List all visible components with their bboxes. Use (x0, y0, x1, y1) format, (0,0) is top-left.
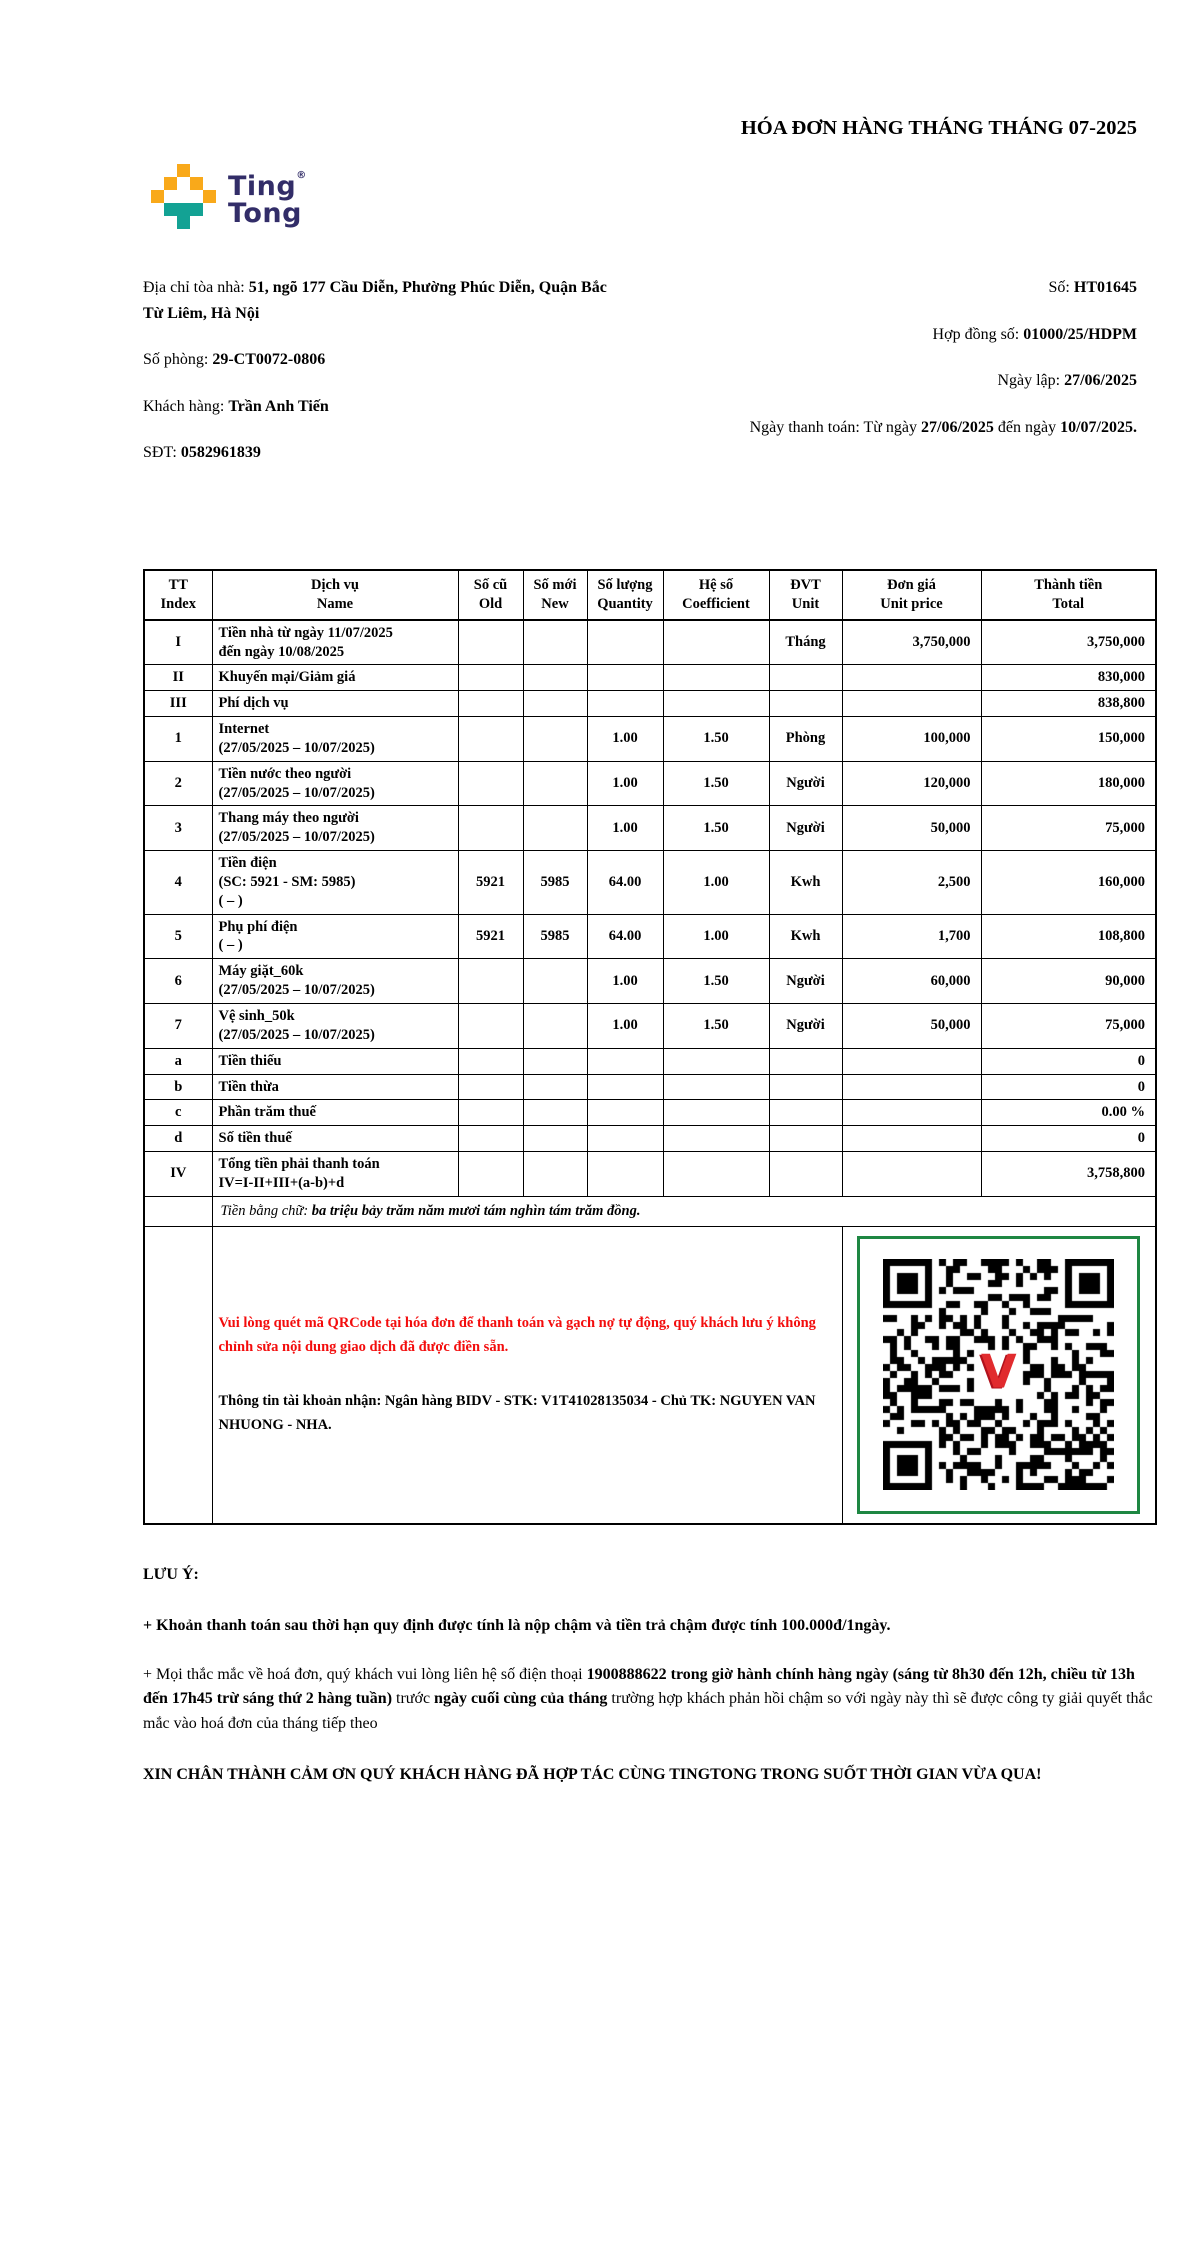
cell-unit-price: 100,000 (842, 717, 981, 762)
text-segment: + Mọi thắc mắc về hoá đơn, quý khách vui lòng liên hệ số điện thoại (143, 1665, 587, 1683)
info-line (707, 275, 1137, 301)
text-segment: Trần Anh Tiến (228, 397, 329, 415)
cell-unit: Người (769, 761, 842, 806)
name-line: Internet (218, 721, 270, 738)
column-header (458, 570, 523, 620)
text-segment: 27/06/2025 (1064, 372, 1137, 390)
cell-new (523, 959, 587, 1004)
cell-index: I (144, 620, 212, 665)
cell-coefficient (663, 1152, 769, 1197)
cell-new (523, 1100, 587, 1126)
cell-total: 0.00 % (981, 1100, 1156, 1126)
cell-name (212, 806, 458, 851)
cell-name (212, 665, 458, 691)
name-line: Khuyến mại/Giảm giá (218, 669, 356, 686)
cell-coefficient (663, 1074, 769, 1100)
cell-unit: Tháng (769, 620, 842, 665)
late-payment-note: + Khoản thanh toán sau thời hạn quy định được tính là nộp chậm và tiền trả chậm được tính 100.000đ/1ngày. (143, 1616, 891, 1634)
text-segment: Số: (1048, 279, 1074, 296)
text-segment: 1900888622 trong giờ hành chính hàng ngày (sáng từ 8h30 đến 12h, chiều từ 13h đến 17h45 trừ sáng thứ 2 hàng tuần) (143, 1665, 1135, 1708)
text-segment: Ngày lập: (997, 372, 1065, 390)
text-segment: 29-CT0072-0806 (212, 351, 326, 369)
table-row (144, 665, 1156, 691)
table-row (144, 1074, 1156, 1100)
column-header-line: ĐVT (790, 576, 821, 593)
info-line (707, 415, 1137, 441)
cell-unit-price: 2,500 (842, 851, 981, 915)
text-segment: SĐT: (143, 444, 181, 462)
cell-quantity: 64.00 (587, 851, 663, 915)
cell-name (212, 761, 458, 806)
cell-old (458, 959, 523, 1004)
cell-name (212, 1100, 458, 1126)
cell-total: 150,000 (981, 717, 1156, 762)
cell-name (212, 914, 458, 959)
cell-coefficient (663, 1100, 769, 1126)
cell-index: b (144, 1074, 212, 1100)
cell-quantity (587, 1152, 663, 1197)
name-line: Phụ phí điện (218, 918, 298, 935)
cell-new (523, 1048, 587, 1074)
cell-coefficient (663, 665, 769, 691)
cell-unit-price (842, 691, 981, 717)
column-header-line: Số mới (533, 576, 577, 593)
cell-quantity: 1.00 (587, 806, 663, 851)
cell-coefficient (663, 1048, 769, 1074)
cell-unit-price: 1,700 (842, 914, 981, 959)
cell-total: 0 (981, 1048, 1156, 1074)
cell-unit-price: 3,750,000 (842, 620, 981, 665)
cell-unit (769, 1126, 842, 1152)
cell-index: 7 (144, 1004, 212, 1049)
text-segment: - Chủ TK: (648, 1392, 720, 1409)
name-line: Tiền thừa (218, 1078, 279, 1095)
cell-old (458, 665, 523, 691)
cell-unit (769, 1152, 842, 1197)
text-segment: Tiền bằng chữ: (220, 1202, 312, 1219)
cell-unit-price (842, 1152, 981, 1197)
cell-unit: Kwh (769, 914, 842, 959)
payment-instructions (212, 1226, 842, 1524)
name-line: Tiền thiếu (218, 1052, 282, 1069)
column-header-line: Coefficient (682, 595, 750, 612)
cell-name (212, 1074, 458, 1100)
table-row (144, 806, 1156, 851)
text-segment: V1T41028135034 (541, 1392, 649, 1409)
cell-quantity: 1.00 (587, 761, 663, 806)
name-line: Máy giặt_60k (218, 963, 304, 980)
qr-code (857, 1236, 1140, 1514)
footer-notes (143, 1563, 1155, 1787)
cell-unit-price: 50,000 (842, 806, 981, 851)
cell-index: c (144, 1100, 212, 1126)
name-line: (SC: 5921 - SM: 5985) (218, 873, 356, 890)
tingtong-logo (151, 164, 307, 229)
cell-quantity (587, 1126, 663, 1152)
cell-index: a (144, 1048, 212, 1074)
name-line: (27/05/2025 – 10/07/2025) (218, 739, 375, 756)
cell-new (523, 691, 587, 717)
text-segment: 10/07/2025. (1060, 418, 1137, 436)
column-header-line: Số lượng (597, 576, 653, 593)
tingtong-wordmark (228, 170, 307, 229)
cell-total: 75,000 (981, 806, 1156, 851)
cell-quantity (587, 1074, 663, 1100)
text-segment: 27/06/2025 (921, 418, 994, 436)
registered-mark: ® (296, 170, 307, 181)
cell-old (458, 1100, 523, 1126)
cell-coefficient: 1.50 (663, 959, 769, 1004)
column-header-line: Total (1052, 595, 1085, 612)
cell-unit-price: 50,000 (842, 1004, 981, 1049)
cell-old (458, 806, 523, 851)
bank-account-line (219, 1390, 836, 1438)
column-header (523, 570, 587, 620)
cell-new (523, 620, 587, 665)
column-header-line: New (541, 595, 569, 612)
cell-quantity: 1.00 (587, 959, 663, 1004)
info-line (707, 322, 1137, 348)
cell-index: II (144, 665, 212, 691)
cell-old (458, 1048, 523, 1074)
name-line: (27/05/2025 – 10/07/2025) (218, 1026, 375, 1043)
cell-quantity (587, 665, 663, 691)
cell-total: 830,000 (981, 665, 1156, 691)
invoice-title: HÓA ĐƠN HÀNG THÁNG THÁNG 07-2025 (740, 117, 1137, 139)
cell-total: 838,800 (981, 691, 1156, 717)
cell-total: 0 (981, 1074, 1156, 1100)
cell-coefficient: 1.50 (663, 1004, 769, 1049)
cell-coefficient: 1.50 (663, 717, 769, 762)
table-row (144, 620, 1156, 665)
cell-unit: Người (769, 806, 842, 851)
cell-old (458, 717, 523, 762)
qr-warning-note: Vui lòng quét mã QRCode tại hóa đơn để thanh toán và gạch nợ tự động, quý khách lưu ý không chỉnh sửa nội dung giao dịch đã được điền sẵn. (218, 1315, 816, 1355)
info-line (143, 347, 621, 373)
text-segment: ba triệu bảy trăm năm mươi tám nghìn tám trăm đồng. (311, 1202, 641, 1219)
name-line: đến ngày 10/08/2025 (218, 643, 345, 660)
amount-in-words-row (144, 1196, 1156, 1226)
cell-index: d (144, 1126, 212, 1152)
table-row (144, 914, 1156, 959)
name-line: Phí dịch vụ (218, 695, 289, 712)
column-header (587, 570, 663, 620)
text-segment: Số phòng: (143, 351, 213, 369)
info-line (143, 394, 621, 420)
cell-coefficient: 1.50 (663, 761, 769, 806)
cell-quantity: 1.00 (587, 1004, 663, 1049)
name-line: Tiền nhà từ ngày 11/07/2025 (218, 624, 393, 641)
cell-total: 3,758,800 (981, 1152, 1156, 1197)
cell-unit: Người (769, 1004, 842, 1049)
table-header-row (144, 570, 1156, 620)
name-line: Tiền điện (218, 855, 277, 872)
cell-new (523, 1074, 587, 1100)
column-header-line: Quantity (597, 595, 653, 612)
cell-index: 3 (144, 806, 212, 851)
column-header-line: Index (160, 595, 196, 612)
empty-cell (144, 1226, 212, 1524)
cell-old: 5921 (458, 914, 523, 959)
cell-old: 5921 (458, 851, 523, 915)
text-segment: 01000/25/HDPM (1023, 325, 1137, 343)
cell-quantity (587, 691, 663, 717)
text-segment: đến ngày (993, 418, 1061, 436)
cell-total: 180,000 (981, 761, 1156, 806)
header (143, 112, 1155, 229)
cell-unit-price (842, 1100, 981, 1126)
column-header-line: Name (316, 595, 354, 612)
table-row (144, 691, 1156, 717)
name-line: Phần trăm thuế (218, 1104, 316, 1121)
cell-new (523, 806, 587, 851)
table-row (144, 1152, 1156, 1197)
name-line: Thang máy theo người (218, 810, 359, 827)
cell-coefficient: 1.50 (663, 806, 769, 851)
text-segment: Khách hàng: (143, 397, 229, 415)
cell-new (523, 665, 587, 691)
column-header (769, 570, 842, 620)
cell-new (523, 1004, 587, 1049)
cell-coefficient (663, 1126, 769, 1152)
cell-old (458, 1074, 523, 1100)
cell-quantity (587, 1100, 663, 1126)
name-line: Tiền nước theo người (218, 765, 352, 782)
table-row (144, 1100, 1156, 1126)
cell-name (212, 1004, 458, 1049)
text-segment: HT01645 (1073, 279, 1137, 296)
table-row (144, 761, 1156, 806)
qr-center-v-logo: V (980, 1344, 1017, 1399)
cell-unit-price (842, 1074, 981, 1100)
info-section (143, 275, 1155, 487)
name-line: Vệ sinh_50k (218, 1008, 295, 1024)
amount-in-words (212, 1196, 1156, 1226)
column-header-line: Dịch vụ (311, 576, 359, 593)
cell-new (523, 717, 587, 762)
cell-old (458, 761, 523, 806)
table-row (144, 717, 1156, 762)
table-row (144, 1048, 1156, 1074)
cell-quantity: 64.00 (587, 914, 663, 959)
name-line: IV=I-II+III+(a-b)+d (218, 1174, 345, 1191)
cell-old (458, 620, 523, 665)
cell-unit (769, 665, 842, 691)
name-line: Số tiền thuế (218, 1130, 292, 1147)
cell-name (212, 1152, 458, 1197)
column-header-line: Old (478, 595, 503, 612)
cell-new (523, 761, 587, 806)
cell-old (458, 1126, 523, 1152)
cell-quantity (587, 620, 663, 665)
cell-index: 1 (144, 717, 212, 762)
column-header (144, 570, 212, 620)
cell-unit (769, 1100, 842, 1126)
cell-unit (769, 1048, 842, 1074)
cell-name (212, 620, 458, 665)
cell-unit-price: 60,000 (842, 959, 981, 1004)
name-line: ( – ) (218, 937, 243, 954)
cell-unit: Kwh (769, 851, 842, 915)
cell-coefficient (663, 691, 769, 717)
cell-unit-price: 120,000 (842, 761, 981, 806)
text-segment: Thông tin tài khoản nhận: Ngân hàng BIDV - STK: (218, 1392, 542, 1409)
table-row (144, 1126, 1156, 1152)
cell-coefficient: 1.00 (663, 851, 769, 915)
info-line (143, 275, 621, 326)
qr-payment-row (144, 1226, 1156, 1524)
cell-quantity (587, 1048, 663, 1074)
cell-unit: Phòng (769, 717, 842, 762)
cell-unit-price (842, 1048, 981, 1074)
info-line (143, 440, 621, 466)
text-segment: ngày cuối cùng của tháng (434, 1690, 608, 1708)
column-header-line: TT (168, 576, 188, 593)
cell-unit-price (842, 1126, 981, 1152)
cell-unit-price (842, 665, 981, 691)
column-header-line: Hệ số (698, 576, 734, 593)
column-header (663, 570, 769, 620)
table-row (144, 1004, 1156, 1049)
column-header (981, 570, 1156, 620)
text-segment: Hợp đồng số: (932, 325, 1024, 343)
info-line (707, 368, 1137, 394)
invoice-table (143, 569, 1157, 1525)
cell-new: 5985 (523, 914, 587, 959)
cell-name (212, 1126, 458, 1152)
cell-total: 75,000 (981, 1004, 1156, 1049)
table-row (144, 959, 1156, 1004)
cell-unit: Người (769, 959, 842, 1004)
cell-coefficient: 1.00 (663, 914, 769, 959)
cell-name (212, 1048, 458, 1074)
column-header (212, 570, 458, 620)
text-segment: 51, ngõ 177 Cầu Diễn, Phường Phúc Diễn, Quận Bắc Từ Liêm, Hà Nội (143, 279, 607, 322)
column-header-line: Thành tiền (1034, 576, 1103, 593)
cell-name (212, 851, 458, 915)
text-segment: trường hợp khách phản hồi chậm so với ngày này thì sẽ được công ty giải quyết thắc mắc vào hoá đơn của tháng tiếp theo (143, 1690, 1153, 1733)
column-header-line: Số cũ (473, 576, 508, 593)
cell-coefficient (663, 620, 769, 665)
text-segment: 0582961839 (180, 444, 261, 462)
name-line: (27/05/2025 – 10/07/2025) (218, 982, 375, 999)
cell-old (458, 1152, 523, 1197)
cell-total: 3,750,000 (981, 620, 1156, 665)
thank-you-note: XIN CHÂN THÀNH CẢM ƠN QUÝ KHÁCH HÀNG ĐÃ HỢP TÁC CÙNG TINGTONG TRONG SUỐT THỜI GIAN VỪA QUA! (143, 1766, 1042, 1784)
cell-total: 0 (981, 1126, 1156, 1152)
name-line: (27/05/2025 – 10/07/2025) (218, 784, 375, 801)
cell-index: 4 (144, 851, 212, 915)
customer-info (143, 275, 621, 487)
column-header (842, 570, 981, 620)
cell-quantity: 1.00 (587, 717, 663, 762)
cell-name (212, 959, 458, 1004)
tingtong-logo-icon (151, 164, 216, 229)
cell-old (458, 691, 523, 717)
cell-index: 5 (144, 914, 212, 959)
notes-heading: LƯU Ý: (143, 1566, 199, 1584)
text-segment: Ngày thanh toán: Từ ngày (749, 418, 922, 436)
column-header-line: Unit (791, 595, 820, 612)
column-header-line: Unit price (880, 595, 943, 612)
text-segment: trước (392, 1690, 435, 1708)
cell-unit (769, 1074, 842, 1100)
cell-new (523, 1126, 587, 1152)
cell-new: 5985 (523, 851, 587, 915)
cell-index: 2 (144, 761, 212, 806)
cell-name (212, 691, 458, 717)
cell-total: 90,000 (981, 959, 1156, 1004)
cell-unit (769, 691, 842, 717)
text-segment: NGUYEN VAN NHUONG - NHA. (218, 1392, 816, 1433)
empty-cell (144, 1196, 212, 1226)
brand-line2: Tong (228, 198, 302, 229)
cell-total: 160,000 (981, 851, 1156, 915)
name-line: ( – ) (218, 892, 243, 909)
qr-code-cell (842, 1226, 1156, 1524)
invoice-meta (707, 275, 1137, 487)
cell-index: IV (144, 1152, 212, 1197)
hotline-note (143, 1663, 1155, 1737)
name-line: (27/05/2025 – 10/07/2025) (218, 829, 375, 846)
column-header-line: Đơn giá (887, 576, 936, 593)
cell-index: 6 (144, 959, 212, 1004)
text-segment: Địa chỉ tòa nhà: (143, 279, 249, 296)
cell-name (212, 717, 458, 762)
cell-total: 108,800 (981, 914, 1156, 959)
name-line: Tổng tiền phải thanh toán (218, 1156, 380, 1173)
cell-old (458, 1004, 523, 1049)
cell-new (523, 1152, 587, 1197)
brand-line1: Ting (228, 171, 297, 202)
cell-index: III (144, 691, 212, 717)
table-row (144, 851, 1156, 915)
